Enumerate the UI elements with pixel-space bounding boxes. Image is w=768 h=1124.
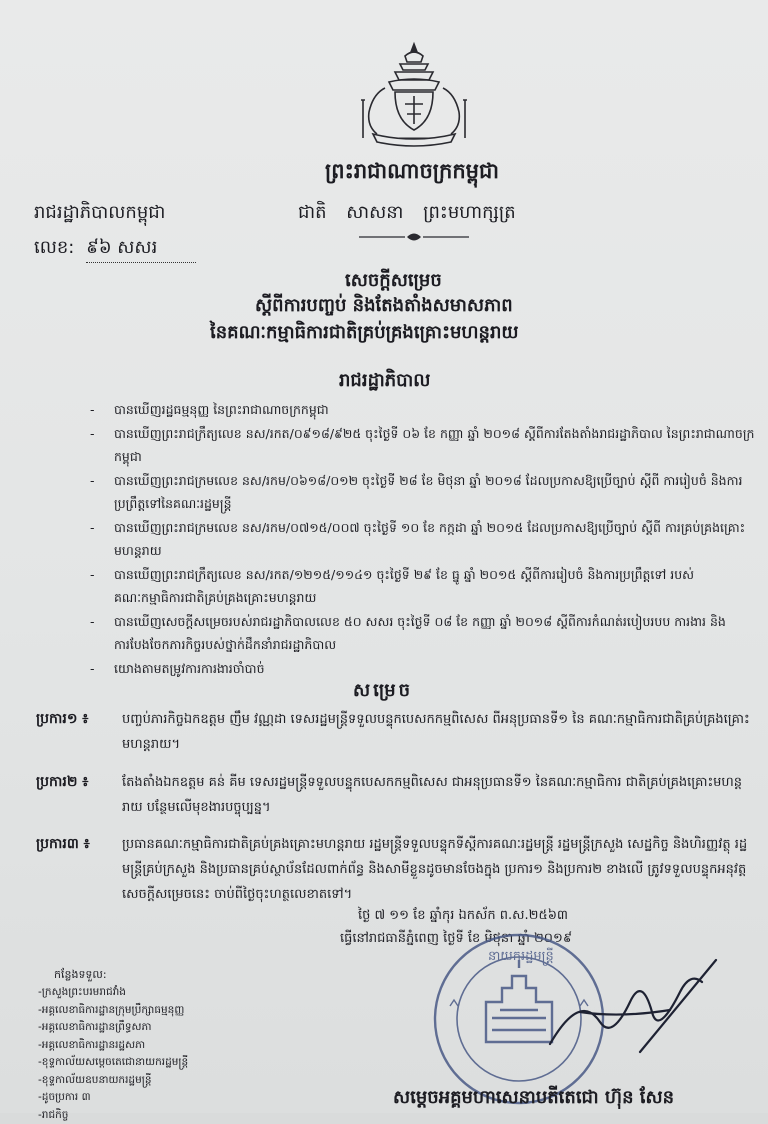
article-3	[36, 832, 756, 907]
place-and-date: ធ្វើនៅរាជធានីភ្នំពេញ ថ្ងៃទី ខែ មិថុនា ឆ្នាំ ២០១៩	[340, 930, 572, 949]
article-text: បញ្ចប់ភារកិច្ចឯកឧត្តម ញឹម វណ្ណដា ទេសរដ្ឋមន្ត្រីទទួលបន្ទុកបេសកកម្មពិសេស ពីអនុប្រធានទី១ នៃ គណៈកម្មាធិការជាតិគ្រប់គ្រងគ្រោះមហន្តរាយ។	[122, 707, 756, 757]
list-item: - យោងតាមតម្រូវការការងារចាំបាច់	[86, 657, 758, 681]
kingdom-heading: ព្រះរាជាណាចក្រកម្ពុជា	[325, 158, 499, 189]
document-subject-line-2: នៃគណៈកម្មាធិការជាតិគ្រប់គ្រងគ្រោះមហន្តរាយ	[210, 320, 519, 347]
list-item: - បានឃើញព្រះរាជក្រឹត្យលេខ នស/រកត/១២១៥/១១៤១ ចុះថ្ងៃទី ២៩ ខែ ធ្នូ ឆ្នាំ ២០១៥ ស្ដីពីការរៀបចំ និងការប្រព្រឹត្តទៅ របស់គណៈកម្មាធិការជាតិគ្រប់គ្រងគ្រោះមហន្តរាយ	[86, 563, 758, 610]
list-item: -រាជកិច្ច	[38, 1107, 188, 1124]
recipients-list	[38, 984, 188, 1124]
article-label: ប្រការ៣ ៖	[36, 832, 90, 857]
government-label: រាជរដ្ឋាភិបាលកម្ពុជា	[34, 200, 165, 227]
stamp-text: នាយករដ្ឋមន្ត្រី	[488, 947, 554, 966]
legal-basis-list	[86, 398, 758, 680]
article-text: តែងតាំងឯកឧត្តម គន់ គីម ទេសរដ្ឋមន្ត្រីទទួលបន្ទុកបេសកកម្មពិសេស ជាអនុប្រធានទី១ នៃគណៈកម្មាធិការ ជាតិគ្រប់គ្រងគ្រោះមហន្តរាយ បន្ថែមលើមុខងារបច្ចុប្បន្ន។	[122, 770, 756, 820]
article-2	[36, 770, 756, 820]
list-item: - បានឃើញសេចក្ដីសម្រេចរបស់រាជរដ្ឋាភិបាលលេខ ៥០ សសរ ចុះថ្ងៃទី ០៨ ខែ កញ្ញា ឆ្នាំ ២០១៨ ស្ដីពីការកំណត់របៀបរបប ការងារ និងការបែងចែកភារកិច្ចរបស់ថ្នាក់ដឹកនាំរាជរដ្ឋាភិបាល	[86, 610, 758, 657]
list-item: -អគ្គលេខាធិការដ្ឋានព្រឹទ្ធសភា	[38, 1019, 188, 1037]
article-text: ប្រធានគណៈកម្មាធិការជាតិគ្រប់គ្រងគ្រោះមហន្តរាយ រដ្ឋមន្ត្រីទទួលបន្ទុកទីស្ដីការគណៈរដ្ឋមន្ត្រី រដ្ឋមន្ត្រីក្រសួង សេដ្ឋកិច្ច និងហិរញ្ញវត្ថុ រដ្ឋមន្ត្រីគ្រប់ក្រសួង និងប្រធានគ្រប់ស្ថាប័នដែលពាក់ព័ន្ធ និងសាមីខ្លួនដូចមានចែងក្នុង ប្រការ១ និងប្រការ២ ខាងលើ ត្រូវទទួលបន្ទុកអនុវត្តសេចក្ដីសម្រេចនេះ ចាប់ពីថ្ងៃចុះហត្ថលេខាតទៅ។	[122, 832, 756, 907]
list-item: - បានឃើញព្រះរាជក្រឹត្យលេខ នស/រកត/០៩១៨/៩២៥ ចុះថ្ងៃទី ០៦ ខែ កញ្ញា ឆ្នាំ ២០១៨ ស្ដីពីការតែងតាំងរាជរដ្ឋាភិបាល នៃព្រះរាជាណាចក្រកម្ពុជា	[86, 422, 758, 469]
article-label: ប្រការ២ ៖	[36, 770, 88, 795]
list-item: - បានឃើញព្រះរាជក្រមលេខ នស/រកម/០៦១៨/០១២ ចុះថ្ងៃទី ២៨ ខែ មិថុនា ឆ្នាំ ២០១៨ ដែលប្រកាសឱ្យប្រើច្បាប់ ស្ដីពី ការរៀបចំ និងការប្រព្រឹត្តទៅនៃគណៈរដ្ឋមន្ត្រី	[86, 469, 758, 516]
list-item: -ដូចប្រការ ៣	[38, 1089, 188, 1107]
handwritten-signature	[520, 952, 740, 1062]
decorative-divider-icon	[355, 230, 473, 244]
royal-coat-of-arms-emblem	[355, 40, 473, 152]
nation-motto: ជាតិ សាសនា ព្រះមហាក្សត្រ	[298, 200, 516, 227]
issuer-heading: រាជរដ្ឋាភិបាល	[339, 368, 430, 395]
list-item: -ក្រសួងព្រះបរមរាជវាំង	[38, 984, 188, 1002]
article-label: ប្រការ១ ៖	[36, 707, 88, 732]
lunar-date: ថ្ងៃ ៧ ១១ ខែ ឆ្នាំកុរ ឯកស័ក ព.ស.២៥៦៣	[358, 907, 568, 926]
list-item: - បានឃើញរដ្ឋធម្មនុញ្ញ នៃព្រះរាជាណាចក្រកម្ពុជា	[86, 398, 758, 422]
document-title: សេចក្ដីសម្រេច	[345, 268, 442, 295]
number-label: លេខ:	[34, 237, 74, 258]
article-1	[36, 707, 756, 757]
number-value: ៩៦ សសរ	[86, 235, 196, 263]
document-subject-line-1: ស្ដីពីការបញ្ចប់ និងតែងតាំងសមាសភាព	[255, 293, 513, 320]
signatory-name: សម្ដេចអគ្គមហាសេនាបតីតេជោ ហ៊ុន សែន	[393, 1085, 674, 1112]
list-item: -ខុទ្ទកាល័យសម្ដេចតេជោនាយករដ្ឋមន្ត្រី	[38, 1054, 188, 1072]
document-number	[34, 235, 196, 263]
list-item: -អគ្គលេខាធិការដ្ឋានក្រុមប្រឹក្សាធម្មនុញ្ញ	[38, 1002, 188, 1020]
recipients-title: កន្លែងទទួល:	[54, 968, 107, 984]
decision-heading: សម្រេច	[353, 678, 413, 705]
list-item: -ខុទ្ទកាល័យឧបនាយករដ្ឋមន្ត្រី	[38, 1072, 188, 1090]
list-item: -អគ្គលេខាធិការដ្ឋានរដ្ឋសភា	[38, 1037, 188, 1055]
list-item: - បានឃើញព្រះរាជក្រមលេខ នស/រកម/០៧១៥/០០៧ ចុះថ្ងៃទី ១០ ខែ កក្កដា ឆ្នាំ ២០១៥ ដែលប្រកាសឱ្យប្រើច្បាប់ ស្ដីពី ការគ្រប់គ្រងគ្រោះមហន្តរាយ	[86, 516, 758, 563]
